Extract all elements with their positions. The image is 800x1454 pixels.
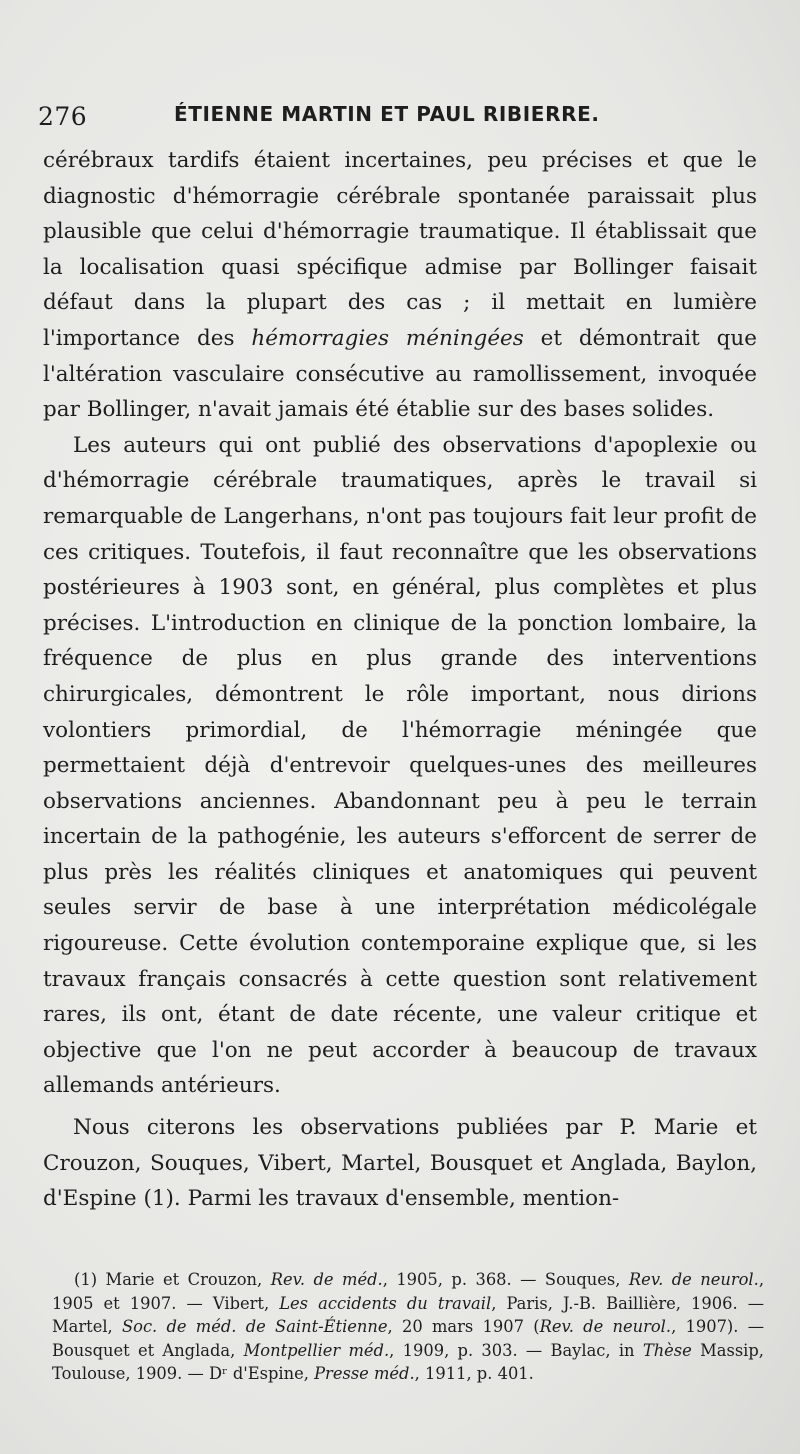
footnote-citation: Les accidents du travail [279, 1293, 492, 1313]
footnote [52, 1268, 764, 1386]
body-text [43, 143, 757, 1217]
footnote-text: , Paris, J.-B. Baillière, 1906. — Martel, [52, 1293, 764, 1337]
footnote-citation: Rev. de méd. [270, 1270, 383, 1289]
paragraph: Nous citerons les observations publiées par P. Marie et Crouzon, Souques, Vibert, Martel, Bousquet et Anglada, Baylon, d'Espine (1). Parmi les travaux d'ensemble, mention- [43, 1115, 757, 1212]
page-number: 276 [38, 102, 88, 131]
paragraph: Les auteurs qui ont publié des observations d'apoplexie ou d'hémorragie cérébrale traumatiques, après le travail si remarquable de Langerhans, n'ont pas toujours fait leur profit de ces critiques. Toutefois, il faut reconnaître que les observations postérieures à 1903 sont, en général, plus complètes et plus précises. L'introduction en clinique de la ponction lombaire, la fréquence de plus en plus grande des interventions chirurgicales, démontrent le rôle important, nous dirions volontiers primordial, de l'hémorragie méningée que permettaient déjà d'entrevoir quelques-unes des meilleures observations anciennes. Abandonnant peu à peu le terrain incertain de la pathogénie, les auteurs s'efforcent de serrer de plus près les réalités cliniques et anatomiques qui peuvent seules servir de base à une interprétation médicolégale rigoureuse. Cette évolution contemporaine explique que, si les travaux français consacrés à cette question sont relativement rares, ils ont, étant de date récente, une valeur critique et objective que l'on ne peut accorder à beaucoup de travaux allemands antérieurs. [43, 432, 757, 1099]
footnote-text: , 1909, p. 303. — Baylac, in [389, 1340, 643, 1360]
footnote-citation: Thèse [642, 1340, 692, 1360]
footnote-citation: Soc. de méd. de Saint-Étienne [121, 1317, 388, 1337]
footnotes [52, 1268, 764, 1386]
footnote-text: , 20 mars 1907 ( [387, 1317, 540, 1337]
running-head: ÉTIENNE MARTIN ET PAUL RIBIERRE. [174, 102, 600, 126]
footnote-text: Massip, Toulouse, 1909. — Dʳ d'Espine, [52, 1340, 764, 1384]
footnote-citation: Rev. de neurol. [539, 1317, 672, 1337]
footnote-text: , 1907). — Bousquet et Anglada, [52, 1317, 764, 1360]
footnote-text: Marie et Crouzon, [97, 1270, 271, 1289]
footnote-text: , 1905, p. 368. — Souques, [382, 1270, 629, 1289]
page-header [38, 96, 778, 136]
footnote-citation: Montpellier méd. [243, 1340, 390, 1360]
paragraph-text: cérébraux tardifs étaient incertaines, peu précises et que le diagnostic d'hémorragie cérébrale spontanée paraissait plus plausible que celui d'hémorragie traumatique. Il établissait que la localisation quasi spécifique admise par Bollinger faisait défaut dans la plupart des cas ; il mettait en lumière l'importance des [43, 148, 757, 351]
footnote-text: , 1905 et 1907. — Vibert, [52, 1270, 765, 1313]
paragraph-text: et démontrait que l'altération vasculaire consécutive au ramollissement, invoquée par Bollinger, n'avait jamais été établie sur des bases solides. [43, 325, 757, 423]
italic-term: hémorragies méningées [251, 325, 524, 351]
footnote-text: , 1911, p. 401. [414, 1364, 534, 1384]
footnote-citation: Presse méd. [314, 1364, 415, 1384]
footnote-citation: Rev. de neurol. [628, 1270, 759, 1289]
footnote-marker: (1) [74, 1270, 98, 1289]
paragraph-continued [43, 143, 757, 428]
